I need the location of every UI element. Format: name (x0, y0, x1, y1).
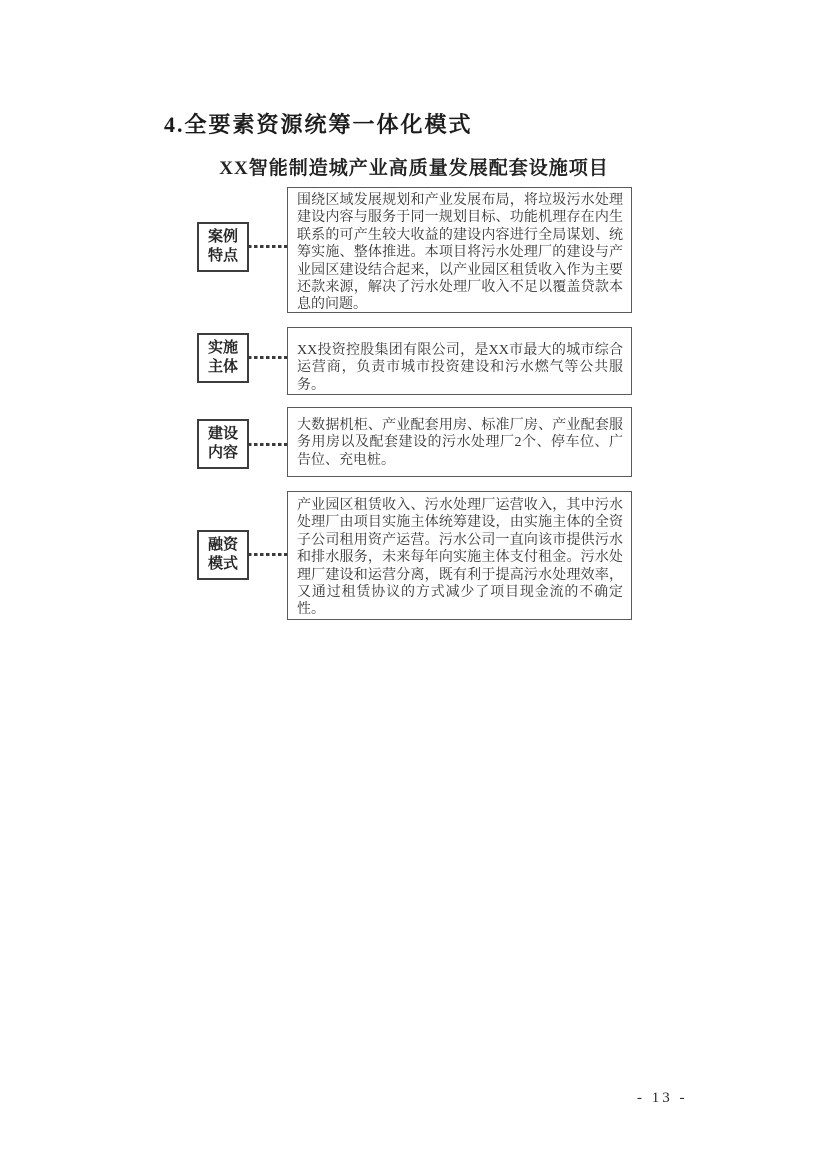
text-box-implementing-entity (287, 327, 632, 395)
label-box-case-features (197, 222, 249, 272)
text-box-construction-content (287, 407, 632, 477)
label-line: 实施 (207, 340, 238, 356)
dotted-connector-line (248, 443, 289, 446)
label-line: 内容 (207, 445, 238, 461)
text-box-paragraph: 围绕区域发展规划和产业发展布局，将垃圾污水处理建设内容与服务于同一规划目标、功能机理存在内生联系的可产生较大收益的建设内容进行全局谋划、统筹实施、整体推进。本项目将污水处理厂的建设与产业园区建设结合起来，以产业园区租赁收入作为主要还款来源，解决了污水处理厂收入不足以覆盖贷款本息的问题。 (297, 193, 623, 313)
text-box-paragraph: 产业园区租赁收入、污水处理厂运营收入，其中污水处理厂由项目实施主体统筹建设，由实施主体的全资子公司租用资产运营。污水公司一直向该市提供污水和排水服务，未来每年向实施主体支付租金。污水处理厂建设和运营分离，既有利于提高污水处理效率，又通过租赁协议的方式减少了项目现金流的不确定性。 (297, 498, 623, 618)
page-number: - 13 - (637, 1090, 688, 1106)
text-box-paragraph: XX投资控股集团有限公司，是XX市最大的城市综合运营商，负责市城市投资建设和污水燃气等公共服务。 (297, 343, 623, 393)
label-line: 模式 (207, 556, 238, 572)
label-box-implementing-entity (197, 333, 249, 383)
label-line: 建设 (207, 426, 238, 442)
dotted-connector-line (248, 356, 289, 359)
label-line: 主体 (207, 359, 238, 375)
text-box-case-features (287, 187, 632, 313)
label-line: 案例 (207, 229, 238, 245)
diagram-title: XX智能制造城产业高质量发展配套设施项目 (219, 158, 609, 179)
text-box-paragraph: 大数据机柜、产业配套用房、标准厂房、产业配套服务用房以及配套建设的污水处理厂2个、停车位、广告位、充电桩。 (297, 418, 623, 468)
label-line: 特点 (207, 248, 238, 264)
dotted-connector-line (248, 553, 289, 556)
text-box-financing-model (287, 491, 632, 620)
label-box-construction-content (197, 419, 249, 469)
label-box-financing-model (197, 530, 249, 580)
dotted-connector-line (248, 245, 289, 248)
section-heading: 4.全要素资源统筹一体化模式 (164, 112, 473, 137)
label-line: 融资 (207, 537, 238, 553)
